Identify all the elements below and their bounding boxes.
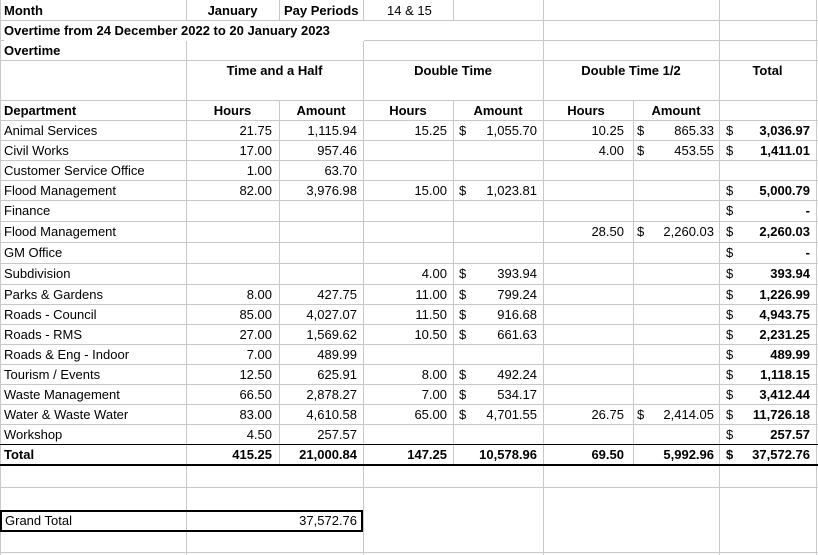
dept-cell: Civil Works [4, 143, 69, 158]
th-amount-cell: 3,976.98 [306, 183, 357, 198]
group-total: Total [752, 63, 783, 78]
grand-row-total: 37,572.76 [752, 447, 810, 462]
dt-currency-cell: $ [459, 367, 467, 382]
dt-hours-cell: 7.00 [421, 387, 447, 402]
section-title: Overtime [4, 43, 61, 58]
dth-hours-cell [543, 161, 624, 181]
dth-hours-cell [543, 385, 624, 405]
dth-currency-cell: $ [637, 407, 645, 422]
dth-currency-cell [637, 425, 649, 445]
pay-periods-value: 14 & 15 [387, 3, 432, 18]
th-amount-cell: 427.75 [317, 287, 357, 302]
th-hours-cell [186, 243, 272, 263]
th-hours-cell: 8.00 [246, 287, 272, 302]
dt-hours-cell [363, 345, 447, 365]
total-currency-cell: $ [726, 123, 734, 138]
group-double-time: Double Time [414, 63, 492, 78]
dept-cell: Tourism / Events [4, 367, 101, 382]
th-hours-cell: 1.00 [246, 163, 272, 178]
dth-amount-cell [649, 385, 714, 405]
th-amount-cell [279, 264, 357, 284]
th-hours-cell [186, 201, 272, 221]
gridline [0, 552, 818, 553]
gridline [279, 0, 280, 20]
dt-hours-cell: 10.50 [414, 327, 447, 342]
total-cell: 257.57 [770, 427, 810, 442]
total-currency-cell: $ [726, 143, 734, 158]
total-currency-cell: $ [726, 307, 734, 322]
dth-amount-cell: 865.33 [674, 123, 714, 138]
dept-cell: Finance [4, 203, 51, 218]
gridline [0, 0, 1, 555]
dt-hours-cell [363, 243, 447, 263]
dth-currency-cell: $ [637, 123, 645, 138]
total-cell: 5,000.79 [759, 183, 810, 198]
dth-currency-cell [637, 365, 649, 385]
gridline [0, 487, 818, 488]
dept-cell: Roads - RMS [4, 327, 83, 342]
total-cell: 1,118.15 [760, 367, 810, 382]
dept-cell: Flood Management [4, 224, 117, 239]
dth-amount-cell [649, 201, 714, 221]
total-dth-amount: 5,992.96 [663, 447, 714, 462]
total-currency-cell: $ [726, 224, 734, 239]
dth-amount-cell [649, 345, 714, 365]
dt-amount-cell [471, 222, 537, 242]
dth-currency-cell [637, 201, 649, 221]
total-th-hours: 415.25 [232, 447, 272, 462]
col-th-hours: Hours [213, 103, 252, 118]
dept-cell: Animal Services [4, 123, 98, 138]
th-amount-cell [279, 222, 357, 242]
gridline [453, 100, 454, 464]
total-currency-cell: $ [726, 183, 734, 198]
total-cell: - [805, 245, 810, 260]
th-amount-cell: 4,027.07 [306, 307, 357, 322]
total-cell: 2,231.25 [759, 327, 810, 342]
dt-hours-cell [363, 141, 447, 161]
total-currency-cell: $ [726, 266, 734, 281]
total-currency-cell: $ [726, 287, 734, 302]
total-cell: 489.99 [770, 347, 810, 362]
total-currency-cell: $ [726, 387, 734, 402]
total-currency: $ [726, 447, 734, 462]
grand-total-label: Grand Total [5, 513, 72, 528]
dt-currency-cell: $ [459, 307, 467, 322]
dept-cell: Parks & Gardens [4, 287, 103, 302]
dth-hours-cell [543, 285, 624, 305]
grand-total-border-right [361, 510, 363, 532]
dt-amount-cell: 534.17 [497, 387, 537, 402]
total-cell: 1,226.99 [759, 287, 810, 302]
dept-cell: Roads - Council [4, 307, 97, 322]
dt-hours-cell: 65.00 [414, 407, 447, 422]
dt-amount-cell [471, 161, 537, 181]
col-dt-hours: Hours [389, 103, 427, 118]
dth-hours-cell [543, 201, 624, 221]
total-cell: 1,411.01 [760, 143, 810, 158]
total-currency-cell: $ [726, 407, 734, 422]
dt-amount-cell [471, 141, 537, 161]
th-amount-cell: 957.46 [317, 143, 357, 158]
dth-currency-cell [637, 243, 649, 263]
dt-amount-cell: 661.63 [497, 327, 537, 342]
th-hours-cell: 12.50 [239, 367, 272, 382]
dth-amount-cell [649, 243, 714, 263]
grand-total-value: 37,572.76 [299, 513, 357, 528]
dt-currency-cell [459, 141, 471, 161]
dth-amount-cell [649, 285, 714, 305]
col-th-amount: Amount [296, 103, 346, 118]
total-label: Total [4, 447, 35, 462]
dt-currency-cell: $ [459, 327, 467, 342]
month-label: Month [4, 3, 43, 18]
gridline [453, 0, 454, 20]
dept-cell: Roads & Eng - Indoor [4, 347, 130, 362]
dth-currency-cell [637, 181, 649, 201]
total-cell: 2,260.03 [759, 224, 810, 239]
total-currency-cell: $ [726, 427, 734, 442]
total-cell: 11,726.18 [752, 407, 810, 422]
dept-cell: Workshop [4, 427, 63, 442]
dt-hours-cell: 11.50 [415, 307, 447, 322]
col-dt-amount: Amount [473, 103, 523, 118]
th-amount-cell: 489.99 [317, 347, 357, 362]
dth-amount-cell [649, 365, 714, 385]
dt-hours-cell: 8.00 [421, 367, 447, 382]
dth-hours-cell: 28.50 [591, 224, 624, 239]
th-amount-cell: 2,878.27 [306, 387, 357, 402]
group-double-time-half: Double Time 1/2 [581, 63, 681, 78]
dt-hours-cell: 4.00 [421, 266, 447, 281]
dth-amount-cell [649, 181, 714, 201]
dt-amount-cell: 393.94 [497, 266, 537, 281]
total-currency-cell: $ [726, 245, 734, 260]
dth-currency-cell: $ [637, 224, 645, 239]
dt-currency-cell: $ [459, 287, 467, 302]
dth-amount-cell [649, 425, 714, 445]
grand-total-border-left [0, 510, 2, 532]
dth-currency-cell [637, 264, 649, 284]
total-currency-cell: $ [726, 367, 734, 382]
dt-currency-cell [459, 425, 471, 445]
th-hours-cell [186, 222, 272, 242]
col-department: Department [4, 103, 77, 118]
total-cell: 4,943.75 [759, 307, 810, 322]
dt-amount-cell: 1,055.70 [486, 123, 537, 138]
dept-cell: Waste Management [4, 387, 120, 402]
total-dt-amount: 10,578.96 [479, 447, 537, 462]
th-hours-cell: 66.50 [239, 387, 272, 402]
dth-amount-cell [649, 161, 714, 181]
gridline [719, 0, 720, 555]
th-amount-cell: 257.57 [317, 427, 357, 442]
dt-currency-cell [459, 345, 471, 365]
th-amount-cell [279, 201, 357, 221]
dth-amount-cell [649, 305, 714, 325]
dt-hours-cell: 15.00 [414, 183, 447, 198]
th-hours-cell: 85.00 [239, 307, 272, 322]
dth-currency-cell [637, 285, 649, 305]
total-cell: 393.94 [770, 266, 810, 281]
dth-currency-cell [637, 305, 649, 325]
th-amount-cell: 625.91 [317, 367, 357, 382]
dept-cell: Customer Service Office [4, 163, 145, 178]
dt-hours-cell [363, 161, 447, 181]
dth-hours-cell [543, 425, 624, 445]
total-th-amount: 21,000.84 [299, 447, 357, 462]
dt-currency-cell: $ [459, 123, 467, 138]
gridline [633, 100, 634, 464]
dt-amount-cell [471, 425, 537, 445]
dth-hours-cell [543, 243, 624, 263]
dth-hours-cell [543, 325, 624, 345]
dth-currency-cell [637, 385, 649, 405]
dth-currency-cell: $ [637, 143, 645, 158]
dt-amount-cell [471, 345, 537, 365]
th-amount-cell: 1,115.94 [307, 123, 357, 138]
th-amount-cell: 63.70 [324, 163, 357, 178]
dt-hours-cell [363, 425, 447, 445]
dth-currency-cell [637, 345, 649, 365]
period-text: Overtime from 24 December 2022 to 20 January 2023 [4, 21, 364, 41]
dth-hours-cell [543, 365, 624, 385]
dth-amount-cell: 453.55 [674, 143, 714, 158]
th-amount-cell: 1,569.62 [306, 327, 357, 342]
dept-cell: GM Office [4, 245, 63, 260]
total-cell: - [805, 203, 810, 218]
dt-amount-cell [471, 201, 537, 221]
total-cell: 3,036.97 [759, 123, 810, 138]
th-hours-cell: 21.75 [239, 123, 272, 138]
dt-amount-cell: 492.24 [497, 367, 537, 382]
dt-amount-cell: 916.68 [497, 307, 537, 322]
dth-hours-cell [543, 264, 624, 284]
th-hours-cell: 4.50 [246, 427, 272, 442]
dt-hours-cell: 15.25 [414, 123, 447, 138]
dt-hours-cell: 11.00 [415, 287, 447, 302]
dt-currency-cell: $ [459, 183, 467, 198]
total-dth-hours: 69.50 [591, 447, 624, 462]
col-dth-hours: Hours [567, 103, 605, 118]
total-cell [738, 161, 810, 181]
th-hours-cell: 17.00 [239, 143, 272, 158]
dt-hours-cell [363, 201, 447, 221]
dth-amount-cell: 2,414.05 [663, 407, 714, 422]
dt-currency-cell: $ [459, 266, 467, 281]
th-hours-cell: 82.00 [239, 183, 272, 198]
dth-amount-cell: 2,260.03 [663, 224, 714, 239]
dth-amount-cell [649, 264, 714, 284]
dth-hours-cell: 10.25 [591, 123, 624, 138]
th-hours-cell [186, 264, 272, 284]
dt-amount-cell: 1,023.81 [486, 183, 537, 198]
dt-currency-cell: $ [459, 387, 467, 402]
group-time-and-half: Time and a Half [226, 63, 323, 78]
total-currency-cell: $ [726, 347, 734, 362]
dt-currency-cell [459, 222, 471, 242]
dth-hours-cell [543, 181, 624, 201]
pay-periods-label: Pay Periods [284, 3, 359, 18]
th-amount-cell: 4,610.58 [306, 407, 357, 422]
total-currency-cell [726, 161, 738, 181]
dept-cell: Flood Management [4, 183, 117, 198]
dt-currency-cell: $ [459, 407, 467, 422]
col-dth-amount: Amount [651, 103, 701, 118]
dth-hours-cell [543, 345, 624, 365]
th-hours-cell: 27.00 [239, 327, 272, 342]
dept-cell: Water & Waste Water [4, 407, 129, 422]
dt-amount-cell: 799.24 [497, 287, 537, 302]
month-value: January [207, 3, 258, 18]
dt-currency-cell [459, 201, 471, 221]
th-hours-cell: 83.00 [239, 407, 272, 422]
total-currency-cell: $ [726, 327, 734, 342]
total-currency-cell: $ [726, 203, 734, 218]
total-cell: 3,412.44 [759, 387, 810, 402]
total-dt-hours: 147.25 [407, 447, 447, 462]
dt-currency-cell [459, 161, 471, 181]
dth-currency-cell [637, 325, 649, 345]
dth-hours-cell [543, 305, 624, 325]
dt-amount-cell: 4,701.55 [486, 407, 537, 422]
dt-hours-cell [363, 222, 447, 242]
dth-hours-cell: 26.75 [591, 407, 624, 422]
dth-hours-cell: 4.00 [598, 143, 624, 158]
dt-currency-cell [459, 243, 471, 263]
th-hours-cell: 7.00 [246, 347, 272, 362]
gridline [816, 0, 817, 555]
dth-currency-cell [637, 161, 649, 181]
dept-cell: Subdivision [4, 266, 71, 281]
th-amount-cell [279, 243, 357, 263]
dt-amount-cell [471, 243, 537, 263]
dth-amount-cell [649, 325, 714, 345]
